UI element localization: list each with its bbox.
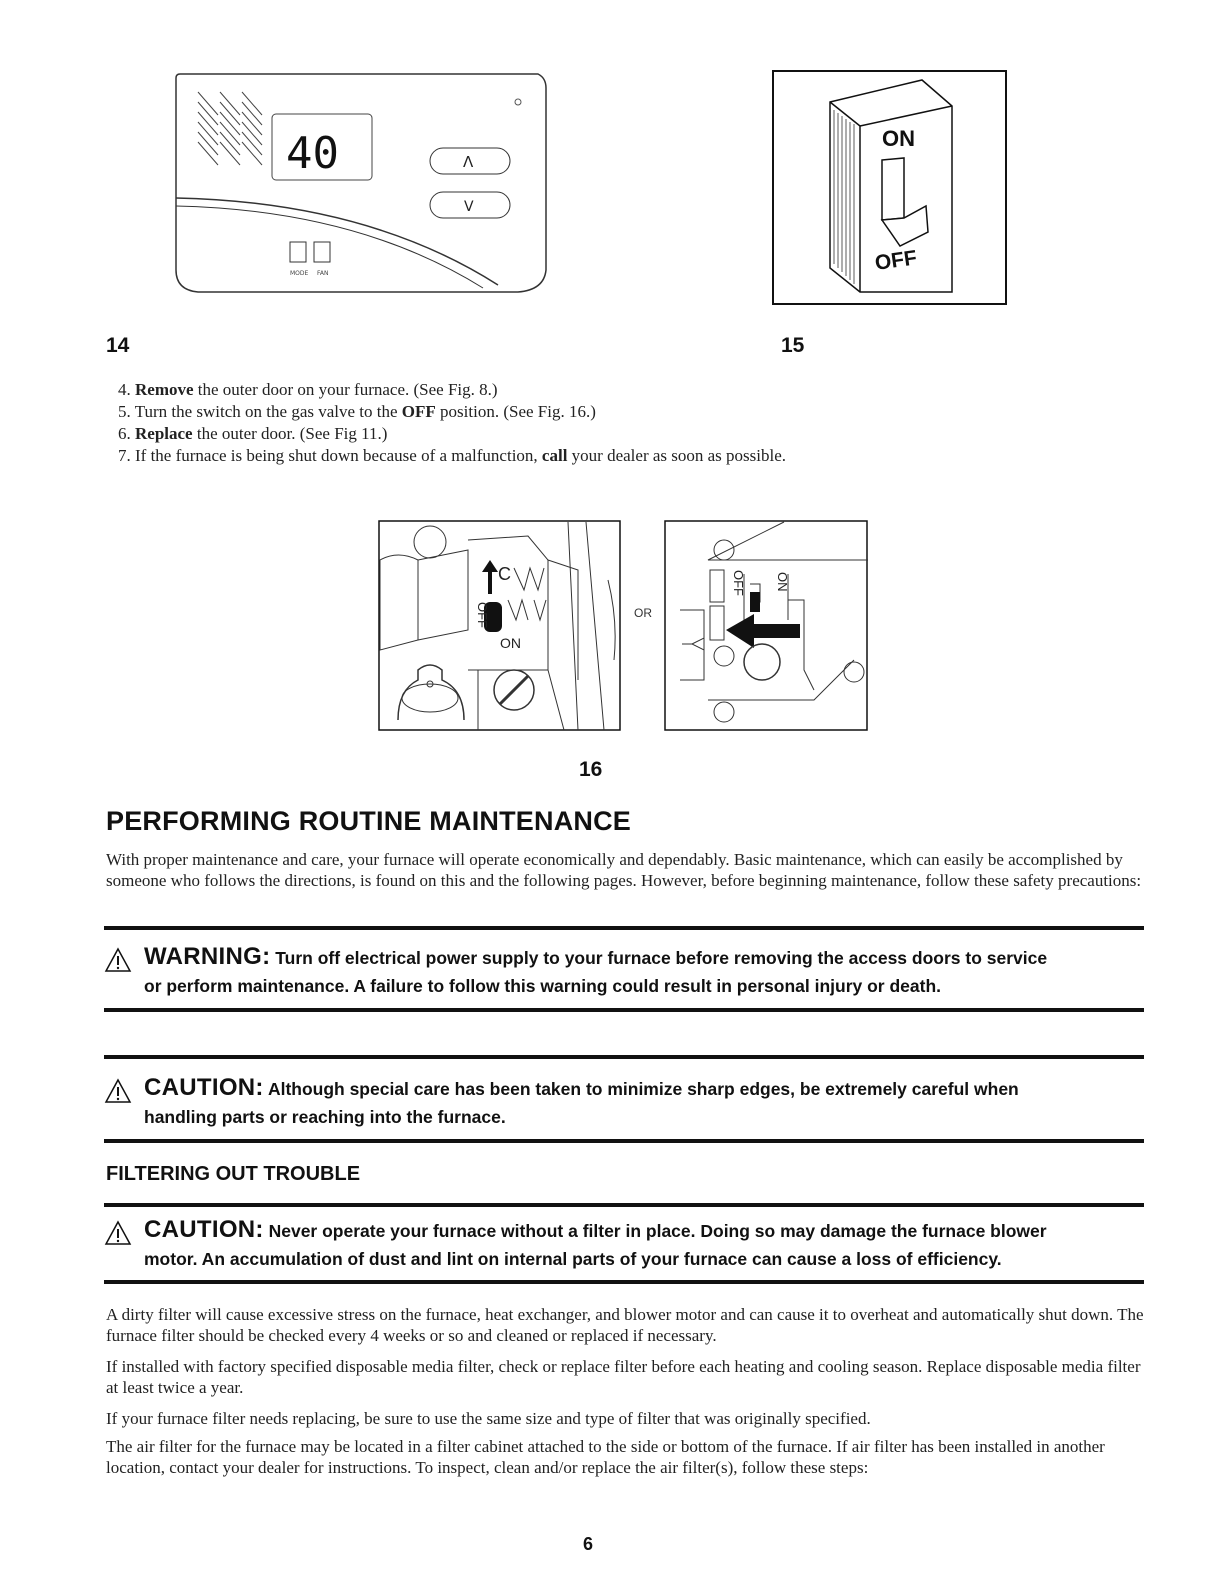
step-item: 4. Remove the outer door on your furnace. (See Fig. 8.) — [118, 380, 498, 399]
valve-on-label: ON — [500, 635, 521, 651]
caution2-bottom-rule — [104, 1280, 1144, 1284]
figure-16-label: 16 — [579, 758, 603, 781]
arrow-up-icon — [482, 560, 498, 594]
step-item: 7. If the furnace is being shut down because of a malfunction, call your dealer as soon as possible. — [118, 446, 787, 465]
switch-off-vertical-label: OFF — [731, 570, 746, 596]
caution-triangle-icon — [104, 1078, 132, 1104]
caution1-bottom-rule — [104, 1139, 1144, 1143]
up-arrow-icon: Λ — [463, 153, 474, 171]
step-item: 6. Replace the outer door. (See Fig 11.) — [118, 424, 388, 443]
fan-label: FAN — [317, 270, 329, 277]
warning-triangle-icon — [104, 947, 132, 973]
shutdown-steps-list — [118, 379, 786, 467]
thermostat-display: 40 — [286, 128, 339, 179]
arrow-left-icon — [726, 614, 800, 648]
warning-top-rule — [104, 926, 1144, 930]
caution1-line-1: Although special care has been taken to minimize sharp edges, be extremely careful when — [267, 1079, 1019, 1099]
caution1-keyword: CAUTION: — [144, 1074, 264, 1101]
filter-paragraph-3: If your furnace filter needs replacing, be sure to use the same size and type of filter that was originally specified. — [106, 1409, 871, 1428]
caution2-keyword: CAUTION: — [144, 1216, 264, 1243]
valve-letter-c: C — [498, 564, 511, 584]
warning-bottom-rule — [104, 1008, 1144, 1012]
step-item: 5. Turn the switch on the gas valve to the OFF position. (See Fig. 16.) — [118, 402, 596, 421]
caution-triangle-icon — [104, 1220, 132, 1246]
caution2-line-1: Never operate your furnace without a filter in place. Doing so may damage the furnace blower — [268, 1221, 1047, 1241]
on-off-switch-illustration — [772, 70, 1008, 306]
switch-on-vertical-label: ON — [775, 572, 790, 592]
caution2-top-rule — [104, 1203, 1144, 1207]
filter-paragraph-1: A dirty filter will cause excessive stress on the furnace, heat exchanger, and blower motor and can cause it to overheat and automatically shut down. The furnace filter should be checked every 4 weeks or so and cleaned or replaced if necessary. — [106, 1305, 1144, 1345]
maintenance-heading: PERFORMING ROUTINE MAINTENANCE — [106, 806, 631, 836]
warning-keyword: WARNING: — [144, 943, 271, 970]
filter-paragraph-4: The air filter for the furnace may be located in a filter cabinet attached to the side or bottom of the furnace. If air filter has been installed in another location, contact your dealer for instructions. To inspect, clean and/or replace the air filter(s), follow these steps: — [106, 1437, 1105, 1477]
switch-on-label: ON — [882, 126, 915, 151]
page-number: 6 — [583, 1534, 594, 1554]
caution2-line-2: motor. An accumulation of dust and lint on internal parts of your furnace can cause a loss of efficiency. — [144, 1249, 1002, 1269]
caution1-top-rule — [104, 1055, 1144, 1059]
warning-line-2: or perform maintenance. A failure to follow this warning could result in personal injury or death. — [144, 976, 942, 996]
figure-15-label: 15 — [781, 334, 805, 357]
or-label: OR — [634, 606, 652, 620]
mode-label: MODE — [290, 270, 309, 277]
filtering-heading: FILTERING OUT TROUBLE — [106, 1163, 361, 1185]
caution1-line-2: handling parts or reaching into the furnace. — [144, 1107, 506, 1127]
thermostat-illustration — [168, 70, 554, 300]
down-arrow-icon: V — [464, 199, 474, 215]
figure-14-label: 14 — [106, 334, 130, 357]
maintenance-intro: With proper maintenance and care, your furnace will operate economically and dependably. Basic maintenance, which can easily be accomplished by someone who follows the directions, is found on this and the following pages. However, before beginning maintenance, follow these safety precautions: — [106, 850, 1142, 890]
filter-paragraph-2: If installed with factory specified disposable media filter, check or replace filter before each heating and cooling season. Replace disposable media filter at least twice a year. — [106, 1357, 1141, 1397]
gas-valve-switch-illustration — [664, 520, 870, 732]
valve-off-label: OFF — [475, 602, 490, 628]
switch-off-label: OFF — [873, 246, 919, 275]
warning-line-1: Turn off electrical power supply to your furnace before removing the access doors to service — [275, 948, 1048, 968]
gas-valve-knob-illustration — [378, 520, 622, 732]
